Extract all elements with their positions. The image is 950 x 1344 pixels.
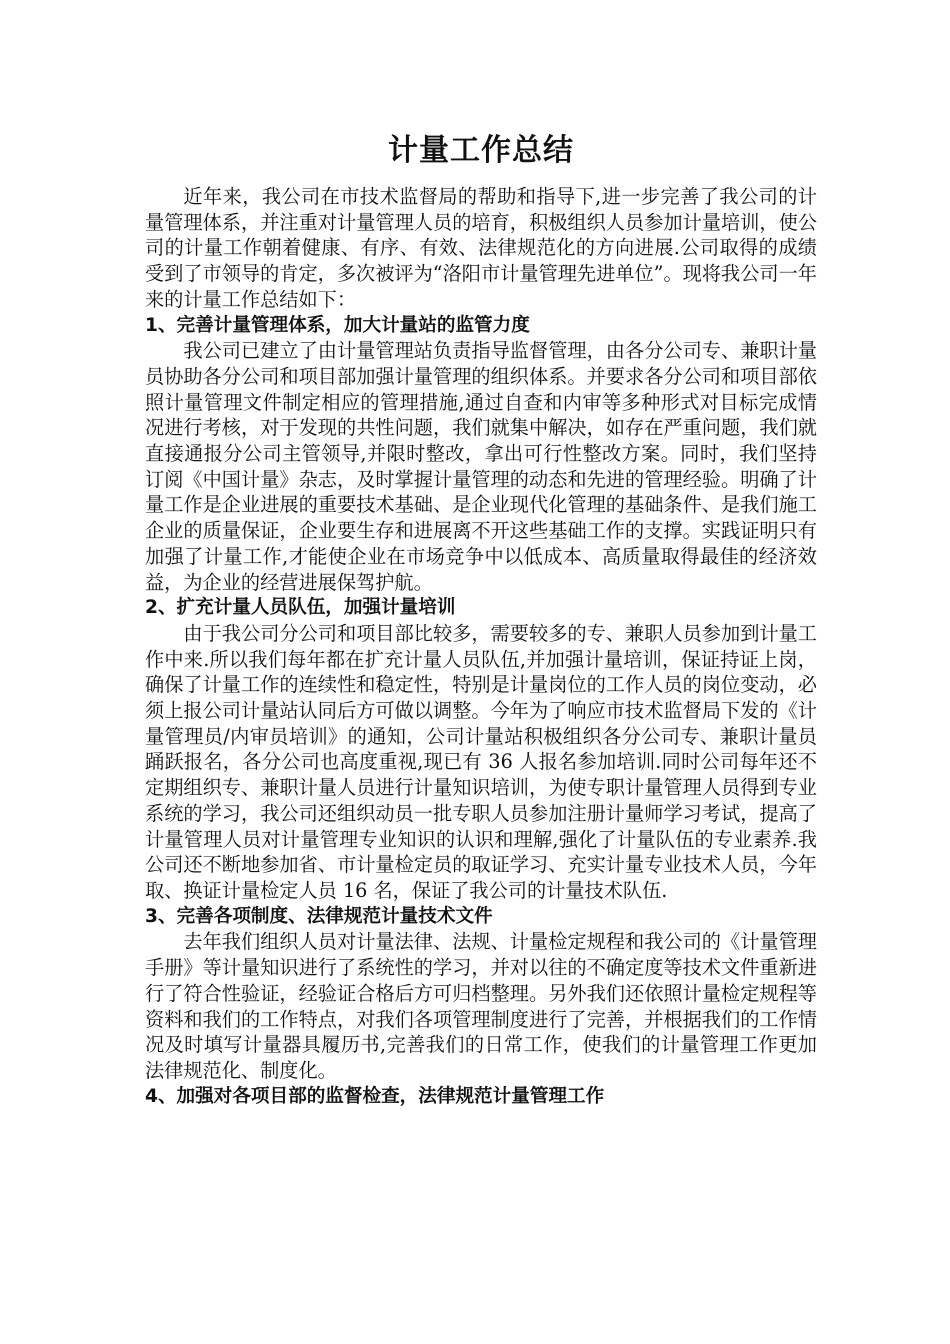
- section-3-paragraph: 去年我们组织人员对计量法律、法规、计量检定规程和我公司的《计量管理手册》等计量知识进行了系统性的学习，并对以往的不确定度等技术文件重新进行了符合性验证，经验证合格后方可归档整理。另外我们还依照计量检定规程等资料和我们的工作特点，对我们各项管理制度进行了完善，并根据我们的工作情况及时填写计量器具履历书,完善我们的日常工作，使我们的计量管理工作更加法律规范化、制度化。: [145, 930, 817, 1082]
- section-4-heading: 4、加强对各项目部的监督检查，法律规范计量管理工作: [145, 1085, 605, 1107]
- document-title: 计量工作总结: [388, 133, 574, 168]
- section-1-heading: 1、完善计量管理体系，加大计量站的监管力度: [145, 314, 530, 336]
- section-1-paragraph: 我公司已建立了由计量管理站负责指导监督管理，由各分公司专、兼职计量员协助各分公司和项目部加强计量管理的组织体系。并要求各分公司和项目部依照计量管理文件制定相应的管理措施,通过自查和内审等多种形式对目标完成情况进行考核，对于发现的共性问题，我们就集中解决，如存在严重问题，我们就直接通报分公司主管领导,并限时整改，拿出可行性整改方案。同时，我们坚持订阅《中国计量》杂志，及时掌握计量管理的动态和先进的管理经验。明确了计量工作是企业进展的重要技术基础、是企业现代化管理的基础条件、是我们施工企业的质量保证，企业要生存和进展离不开这些基础工作的支撑。实践证明只有加强了计量工作,才能使企业在市场竞争中以低成本、高质量取得最佳的经济效益，为企业的经营进展保驾护航。: [145, 339, 817, 594]
- section-2-paragraph: 由于我公司分公司和项目部比较多，需要较多的专、兼职人员参加到计量工作中来.所以我们每年都在扩充计量人员队伍,并加强计量培训，保证持证上岗，确保了计量工作的连续性和稳定性，特别是计量岗位的工作人员的岗位变动，必须上报公司计量站认同后方可做以调整。今年为了响应市技术监督局下发的《计量管理员/内审员培训》的通知，公司计量站积极组织各分公司专、兼职计量员踊跃报名，各分公司也高度重视,现已有 36 人报名参加培训.同时公司每年还不定期组织专、兼职计量人员进行计量知识培训，为使专职计量管理人员得到专业系统的学习，我公司还组织动员一批专职人员参加注册计量师学习考试，提高了计量管理人员对计量管理专业知识的认识和理解,强化了计量队伍的专业素养.我公司还不断地参加省、市计量检定员的取证学习、充实计量专业技术人员，今年取、换证计量检定人员 16 名，保证了我公司的计量技术队伍.: [145, 621, 817, 902]
- section-2-heading: 2、扩充计量人员队伍，加强计量培训: [145, 597, 456, 619]
- intro-paragraph: 近年来，我公司在市技术监督局的帮助和指导下,进一步完善了我公司的计量管理体系，并注重对计量管理人员的培育，积极组织人员参加计量培训，使公司的计量工作朝着健康、有序、有效、法律规范化的方向进展.公司取得的成绩受到了市领导的肯定，多次被评为“洛阳市计量管理先进单位”。现将我公司一年来的计量工作总结如下：: [145, 185, 817, 311]
- section-3-heading: 3、完善各项制度、法律规范计量技术文件: [145, 905, 493, 927]
- document-body: [145, 118, 817, 1109]
